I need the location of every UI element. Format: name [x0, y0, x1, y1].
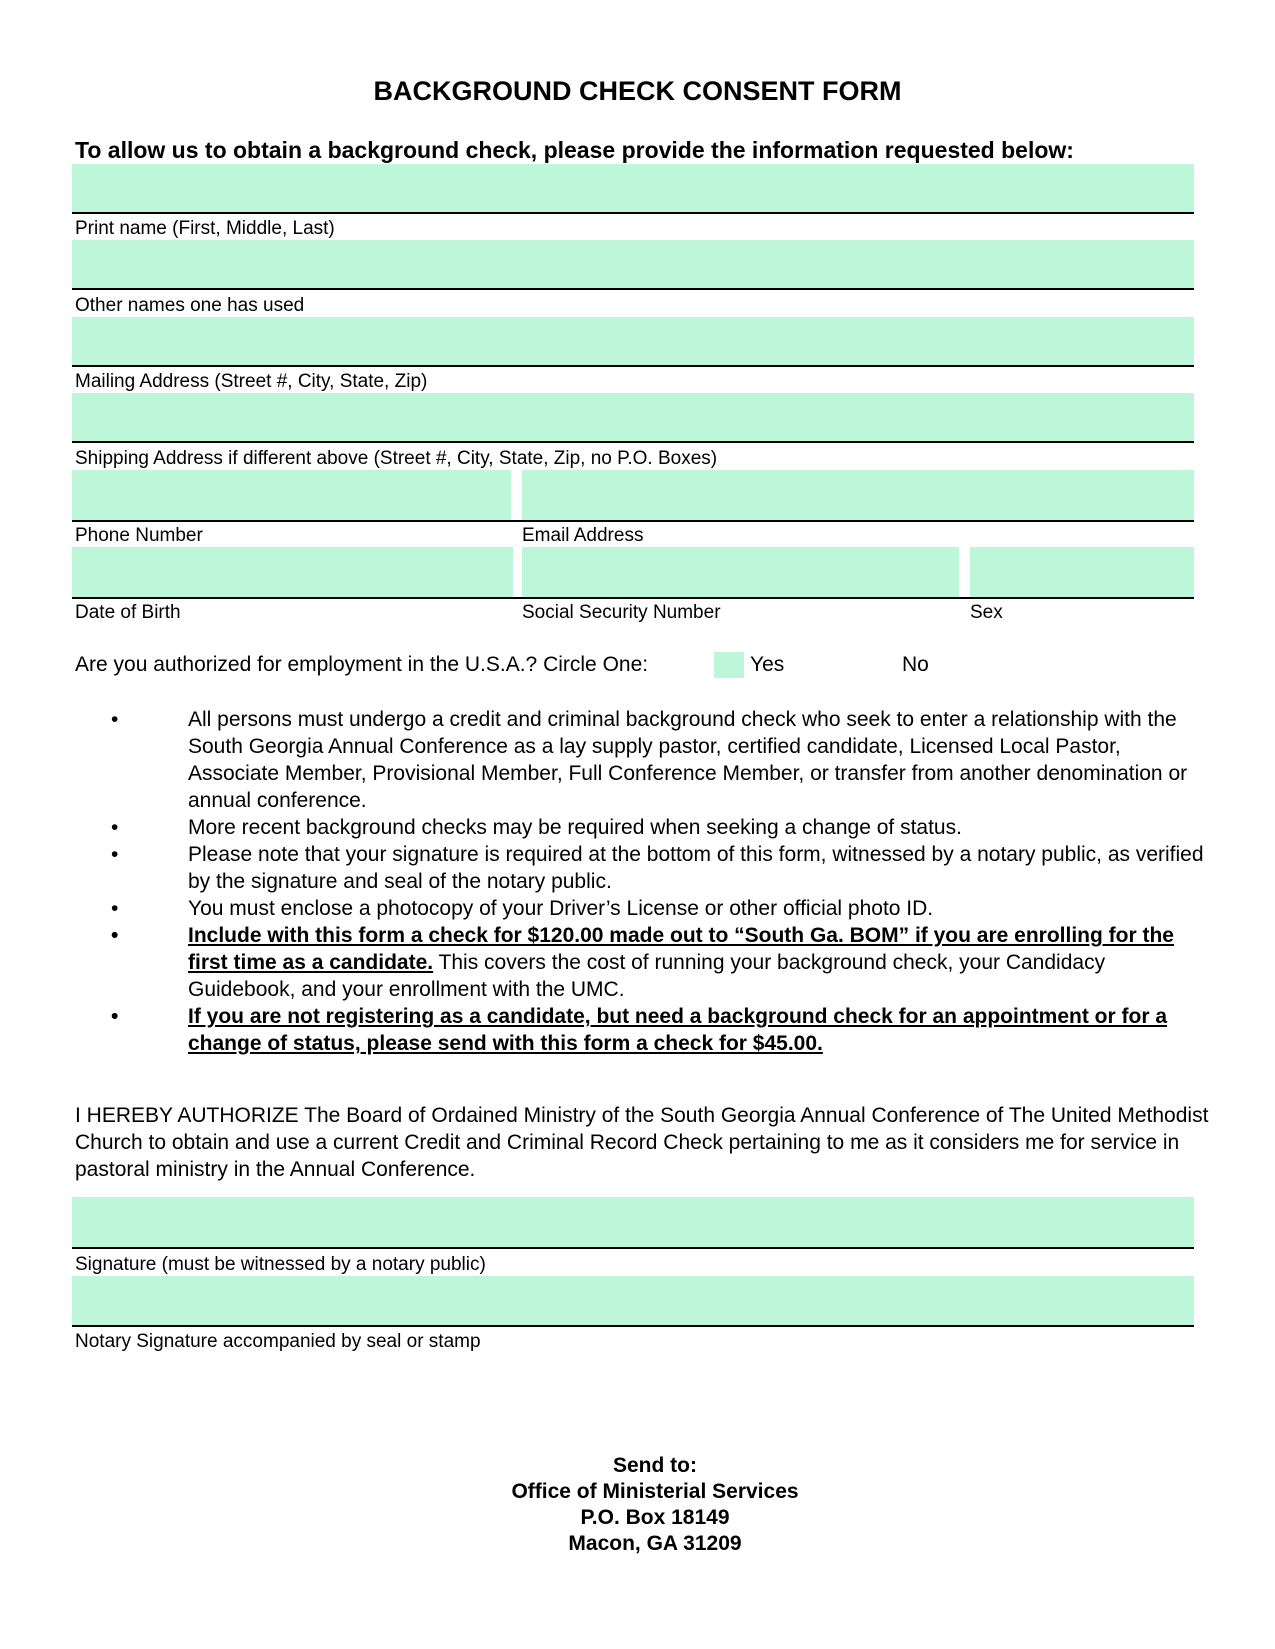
send-to-office: Office of Ministerial Services	[511, 1480, 799, 1503]
bullet-marker: •	[111, 924, 119, 947]
instructions-list	[75, 706, 1210, 1057]
mailing-address-label: Mailing Address (Street #, City, State, Zip)	[75, 371, 428, 392]
phone-number-field[interactable]	[72, 470, 511, 520]
employment-question: Are you authorized for employment in the U.S.A.? Circle One:	[75, 653, 649, 676]
authorization-statement: I HEREBY AUTHORIZE The Board of Ordained Ministry of the South Georgia Annual Conference of The United Methodist Church to obtain and use a current Credit and Criminal Record Check pertaining to me as it considers me for service in pastoral ministry in the Annual Conference.	[75, 1104, 1209, 1181]
ssn-label: Social Security Number	[522, 602, 721, 623]
instruction-text: All persons must undergo a credit and criminal background check who seek to enter a relationship with the South Georgia Annual Conference as a lay supply pastor, certified candidate, Licensed Local Pastor, Associate Member, Provisional Member, Full Conference Member, or transfer from another denomination or annual conference.	[188, 708, 1188, 812]
print-name-label: Print name (First, Middle, Last)	[75, 218, 335, 239]
sex-label: Sex	[970, 602, 1003, 623]
email-address-field[interactable]	[522, 470, 1194, 520]
bullet-marker: •	[111, 1005, 119, 1028]
bullet-marker: •	[111, 708, 119, 731]
shipping-address-label: Shipping Address if different above (Street #, City, State, Zip, no P.O. Boxes)	[75, 448, 718, 469]
phone-email-underline	[72, 520, 1194, 522]
send-to-heading: Send to:	[613, 1454, 697, 1477]
date-of-birth-label: Date of Birth	[75, 602, 181, 623]
phone-number-label: Phone Number	[75, 525, 203, 546]
shipping-address-field[interactable]	[72, 393, 1194, 443]
sex-field[interactable]	[970, 547, 1194, 597]
list-item	[75, 922, 1210, 1003]
dob-ssn-sex-underline	[72, 597, 1194, 599]
bullet-marker: •	[111, 816, 119, 839]
notary-signature-field[interactable]	[72, 1276, 1194, 1327]
employment-no-option[interactable]: No	[902, 653, 929, 676]
instruction-text: Please note that your signature is required at the bottom of this form, witnessed by a notary public, as verified by the signature and seal of the notary public.	[188, 843, 1204, 893]
signature-field[interactable]	[72, 1197, 1194, 1249]
send-to-po-box: P.O. Box 18149	[580, 1506, 730, 1529]
notary-signature-label: Notary Signature accompanied by seal or stamp	[75, 1331, 481, 1352]
employment-yes-box[interactable]	[714, 652, 744, 678]
mailing-address-field[interactable]	[72, 317, 1194, 367]
email-address-label: Email Address	[522, 525, 644, 546]
ssn-field[interactable]	[522, 547, 959, 597]
date-of-birth-field[interactable]	[72, 547, 513, 597]
print-name-field[interactable]	[72, 164, 1194, 214]
list-item	[75, 895, 1210, 922]
instruction-text: More recent background checks may be required when seeking a change of status.	[188, 816, 962, 839]
form-intro: To allow us to obtain a background check, please provide the information requested below:	[75, 137, 1074, 163]
bullet-marker: •	[111, 897, 119, 920]
employment-yes-option[interactable]: Yes	[750, 653, 785, 676]
send-to-block	[0, 1453, 1275, 1557]
list-item	[75, 706, 1210, 814]
list-item	[75, 814, 1210, 841]
send-to-city: Macon, GA 31209	[568, 1532, 742, 1555]
candidate-fee-text: Include with this form a check for $120.00 made out to “South Ga. BOM” if you are enrolling for the first time as a candidate.	[188, 924, 1174, 974]
instruction-text: You must enclose a photocopy of your Driver’s License or other official photo ID.	[188, 897, 934, 920]
bullet-marker: •	[111, 843, 119, 866]
list-item	[75, 1003, 1210, 1057]
non-candidate-fee-text: If you are not registering as a candidate, but need a background check for an appointment or for a change of status, please send with this form a check for $45.00.	[188, 1005, 1168, 1055]
other-names-label: Other names one has used	[75, 295, 305, 316]
signature-label: Signature (must be witnessed by a notary public)	[75, 1254, 486, 1275]
list-item	[75, 841, 1210, 895]
other-names-field[interactable]	[72, 240, 1194, 290]
candidate-fee-detail: This covers the cost of running your background check, your Candidacy Guidebook, and your enrollment with the UMC.	[188, 951, 1106, 1001]
form-title: BACKGROUND CHECK CONSENT FORM	[373, 76, 902, 106]
